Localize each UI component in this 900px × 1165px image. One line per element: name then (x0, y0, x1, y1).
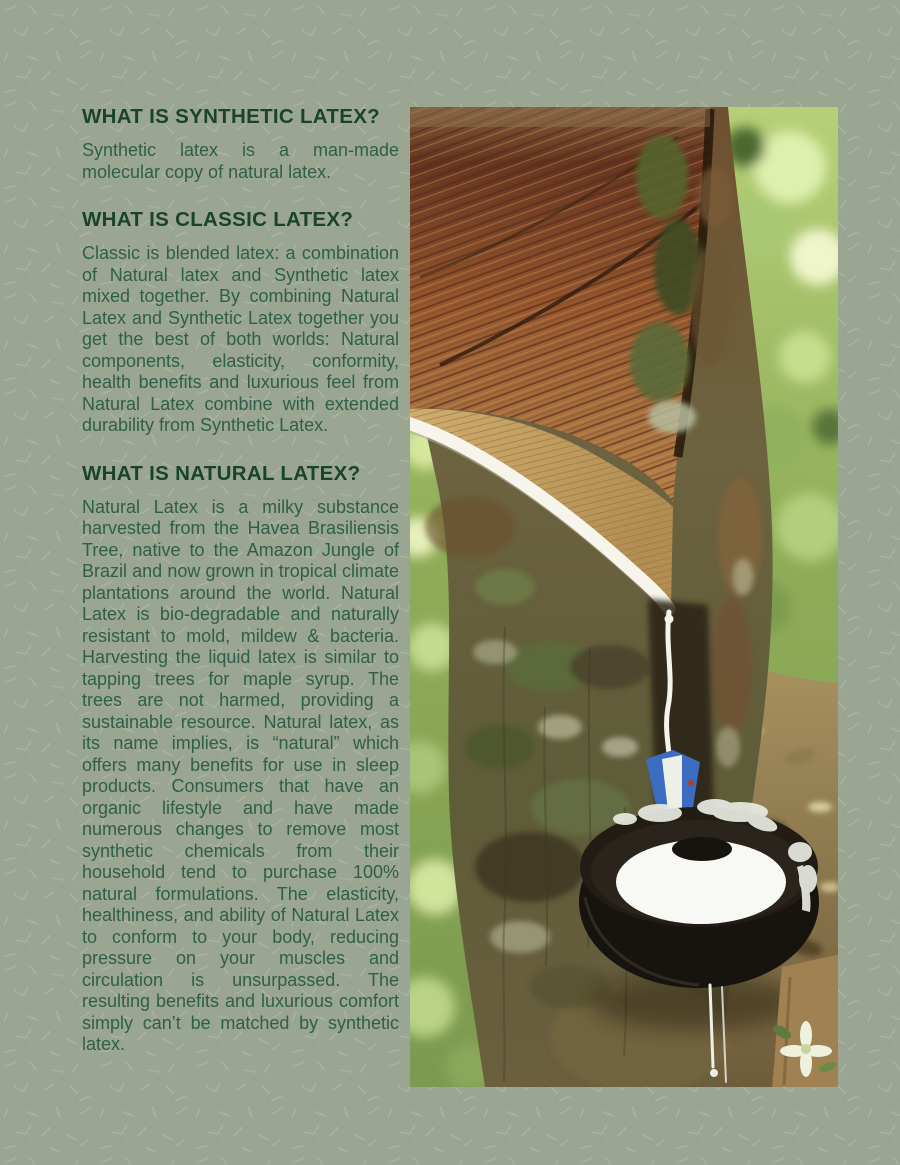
section-heading-natural: WHAT IS NATURAL LATEX? (82, 461, 361, 485)
text-column (82, 106, 399, 1056)
section-body-natural: Natural Latex is a milky substance harvested from the Havea Brasiliensis Tree, native to the Amazon Jungle of Brazil and now grown in tropical climate plantations around the world. Natural Latex is bio-degradable and naturally resistant to mold, mildew & bacteria. Harvesting the liquid latex is similar to tapping trees for maple syrup. The trees are not harmed, providing a sustainable resource. Natural latex, as its name implies, is “natural” which offers many benefits for use in sleep products. Consumers that have an organic lifestyle and have made numerous changes to remove most synthetic chemicals from their household tend to purchase 100% natural formulations. The elasticity, healthiness, and ability of Natural Latex to conform to your body, reducing pressure on your muscles and circulation is unsurpassed. The resulting benefits and luxurious comfort simply can’t be matched by synthetic latex. (82, 496, 399, 1055)
section-heading-classic: WHAT IS CLASSIC LATEX? (82, 208, 354, 232)
section-synthetic-latex (82, 106, 399, 183)
rubber-tree-illustration (410, 107, 838, 1087)
section-classic-latex (82, 209, 399, 437)
bark-top-strip (410, 107, 710, 127)
rubber-tree-photo (410, 107, 838, 1087)
section-natural-latex (82, 463, 399, 1056)
section-heading-synthetic: WHAT IS SYNTHETIC LATEX? (82, 105, 380, 128)
section-body-classic: Classic is blended latex: a combination of Natural latex and Synthetic latex mixed together. By combining Natural Latex and Synthetic Latex together you get the best of both worlds: Natural components, elasticity, conformity, health benefits and luxurious feel from Natural Latex combine with extended durability from Synthetic Latex. (82, 243, 399, 436)
section-body-synthetic: Synthetic latex is a man-made molecular copy of natural latex. (82, 140, 399, 182)
